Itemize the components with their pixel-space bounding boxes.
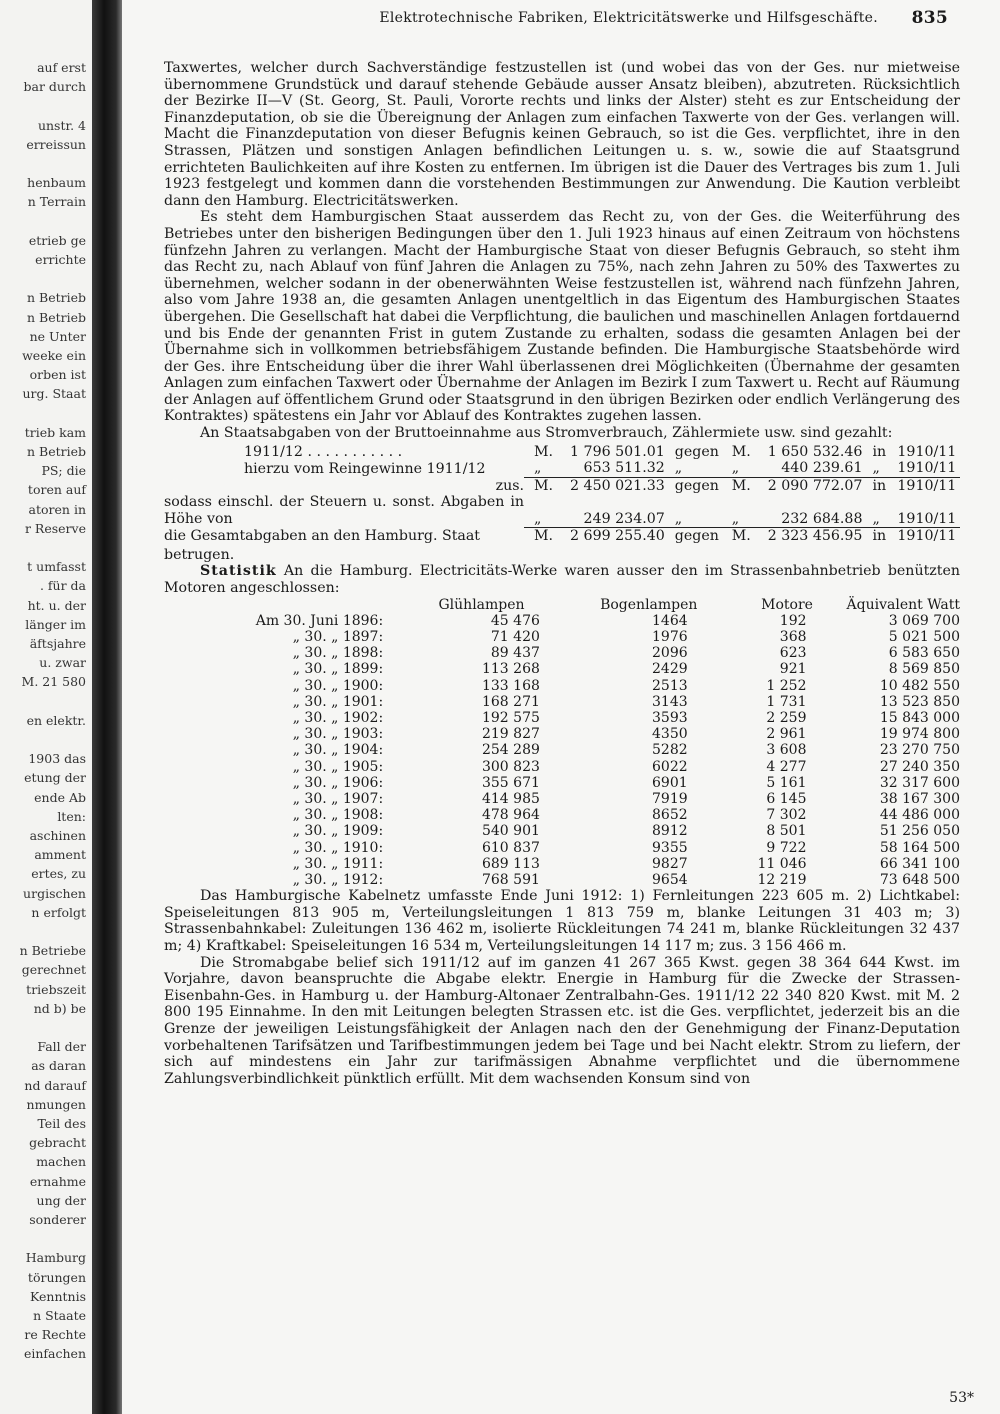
- stat-cell-v3: 9 722: [766, 839, 807, 856]
- stat-cell-v4: 27 240 350: [879, 758, 960, 775]
- tax-cell-mid: „: [674, 460, 683, 477]
- stat-cell-v3: 1 731: [766, 693, 807, 710]
- stat-cell-v4: 13 523 850: [879, 693, 960, 710]
- fragment-line: trieb kam: [24, 424, 86, 440]
- tax-cell-year: 1910/11: [897, 443, 957, 460]
- stat-cell-label: „ 30. „ 1908:: [292, 807, 384, 824]
- statistik-table: [234, 597, 960, 889]
- tax-cell-label: zus.: [495, 477, 524, 494]
- fragment-line: aschinen: [29, 828, 86, 843]
- page: [124, 0, 1000, 1414]
- tax-cell-pre: in: [872, 443, 887, 460]
- fragment-line: gerechnet: [21, 962, 86, 978]
- tax-cell-year: 1910/11: [887, 528, 960, 545]
- stat-cell-label: „ 30. „ 1906:: [292, 774, 384, 791]
- fragment-line: äftsjahre: [29, 636, 86, 651]
- tax-cell-pre: in: [862, 528, 887, 545]
- fragment-line: Kenntnis: [30, 1288, 86, 1304]
- tax-cell-cur2: „: [731, 460, 740, 477]
- stat-cell-v4: 58 164 500: [879, 839, 960, 856]
- stat-row: [234, 710, 960, 726]
- fragment-line: erreissun: [26, 136, 86, 152]
- stat-cell-v2: 5282: [652, 742, 688, 759]
- stat-cell-v2: 2513: [652, 677, 688, 694]
- tax-cell-cur2: „: [731, 510, 740, 527]
- stat-cell-label: „ 30. „ 1904:: [292, 742, 384, 759]
- tax-cell-val1: 1 796 501.01: [570, 443, 665, 460]
- tax-row: [164, 528, 960, 545]
- stat-row: [234, 775, 960, 791]
- stat-row: [234, 645, 960, 661]
- stat-cell-v3: 368: [779, 628, 807, 645]
- stat-cell-v1: 355 671: [481, 774, 540, 791]
- stat-cell-label: „ 30. „ 1909:: [292, 823, 384, 840]
- signature-mark: 53*: [949, 1390, 974, 1406]
- stat-cell-v1: 300 823: [481, 758, 540, 775]
- fragment-line: r Reserve: [24, 520, 86, 536]
- tax-cell-label: sodass einschl. der Steuern u. sonst. Abgaben in Höhe von: [164, 494, 524, 528]
- stat-cell-v1: 414 985: [481, 790, 540, 807]
- page-number: 835: [911, 8, 948, 28]
- fragment-line: errichte: [35, 252, 86, 267]
- paragraph-taxwert: Taxwertes, welcher durch Sachverständige festzustellen ist (und wobei das von der Ges. nur mietweise übernommene Grundstück und darauf stehende Gebäude ausser Ansatz bleiben), abzutreten. Rücksichtlich der Bezirke II—V (St. Georg, St. Pauli, Vororte rechts und links der Alster) steht es zur Entscheidung der Finanzdeputation, ob sie die Übereignung der Anlagen zum einfachen Taxwerte von der Ges. verlangen will. Macht die Finanzdeputation von dieser Befugnis keinen Gebrauch, so ist die Ges. verpflichtet, ihre in den Strassen, Plätzen und sonstigen Anlagen befindlichen Leitungen u. s. w., sowie die auf Staatsgrund errichteten Baulichkeiten auf ihre Kosten zu entfernen. Im übrigen ist die Dauer des Vertrages bis zum 1. Juli 1923 festgelegt und kommen dann die vorstehenden Bestimmungen zur Anwendung. Die Kaution verbleibt dann den Hamburg. Electricitätswerken.: [164, 60, 960, 209]
- stat-cell-v3: 1 252: [766, 677, 807, 694]
- stat-cell-label: „ 30. „ 1910:: [292, 839, 384, 856]
- stat-cell-label: „ 30. „ 1907:: [292, 790, 384, 807]
- fragment-line: Fall der: [37, 1039, 86, 1055]
- tax-cell-mid: gegen: [674, 443, 719, 460]
- stat-cell-v1: 113 268: [481, 661, 540, 678]
- stat-col-gluehlampen: Glühlampen: [438, 596, 525, 613]
- fragment-line: . für da: [39, 578, 86, 594]
- fragment-line: urgischen: [23, 885, 86, 901]
- fragment-line: toren auf: [27, 482, 86, 498]
- stat-cell-v1: 540 901: [481, 823, 540, 840]
- fragment-line: M. 21 580: [21, 674, 86, 690]
- running-head: [124, 10, 948, 26]
- running-head-title: Elektrotechnische Fabriken, Elektricitätswerke und Hilfsgeschäfte.: [379, 10, 878, 26]
- stat-cell-v1: 254 289: [481, 742, 540, 759]
- stat-cell-v2: 1464: [652, 612, 688, 629]
- fragment-line: atoren in: [28, 501, 86, 517]
- stat-cell-label: „ 30. „ 1903:: [292, 726, 384, 743]
- stat-cell-v3: 623: [779, 645, 807, 662]
- fragment-line: unstr. 4: [37, 117, 86, 133]
- tax-cell-year: 1910/11: [897, 460, 957, 477]
- stat-cell-v4: 15 843 000: [879, 709, 960, 726]
- fragment-line: n Betrieb: [26, 290, 86, 306]
- stat-cell-v1: 478 964: [481, 807, 540, 824]
- tax-cell-cur1: M.: [524, 528, 555, 545]
- stat-cell-v4: 3 069 700: [888, 612, 960, 629]
- stat-cell-label: „ 30. „ 1898:: [292, 645, 384, 662]
- fragment-line: gebracht: [29, 1135, 86, 1151]
- tax-table: [164, 444, 960, 545]
- fragment-line: ernahme: [29, 1173, 86, 1189]
- stat-row: [234, 856, 960, 872]
- stat-cell-v4: 66 341 100: [879, 855, 960, 872]
- stat-cell-v2: 9827: [652, 855, 688, 872]
- stat-col-label: [234, 597, 393, 613]
- stat-col-bogenlampen: Bogenlampen: [600, 596, 698, 613]
- stat-cell-v2: 8652: [652, 807, 688, 824]
- stat-cell-v1: 610 837: [481, 839, 540, 856]
- stat-col-watt: Äquivalent Watt: [846, 596, 960, 613]
- stat-cell-v4: 32 317 600: [879, 774, 960, 791]
- fragment-line: amment: [34, 847, 86, 863]
- tax-cell-cur2: M.: [722, 477, 753, 494]
- tax-cell-cur2: M.: [731, 443, 751, 460]
- tax-cell-year: 1910/11: [897, 510, 957, 527]
- tax-cell-mid: gegen: [665, 528, 722, 545]
- stat-cell-v1: 219 827: [481, 726, 540, 743]
- stat-cell-v2: 7919: [652, 790, 688, 807]
- stat-row: [234, 661, 960, 677]
- stat-cell-v3: 5 161: [766, 774, 807, 791]
- stat-cell-v4: 51 256 050: [879, 823, 960, 840]
- tax-cell-val1: 2 699 255.40: [555, 528, 665, 545]
- stat-cell-v3: 3 608: [766, 742, 807, 759]
- tax-row: [164, 460, 960, 477]
- fragment-line: ertes, zu: [31, 866, 86, 882]
- paragraph-kabelnetz: Das Hamburgische Kabelnetz umfasste Ende Juni 1912: 1) Fernleitungen 223 605 m. 2) Lichtkabel: Speiseleitungen 813 905 m, Verteilungsleitungen 1 813 759 m, blanke Leitungen 31 403 m; 3) Strassenbahnkabel: Zuleitungen 136 462 m, isolierte Rückleitungen 74 241 m, blanke Rückleitungen 32 437 m; 4) Kraftkabel: Speiseleitungen 16 534 m, Verteilungsleitungen 14 117 m; zus. 3 156 466 m.: [164, 888, 960, 954]
- stat-cell-v4: 6 583 650: [888, 645, 960, 662]
- statistik-intro-paragraph: [164, 563, 960, 596]
- fragment-line: henbaum: [27, 175, 86, 191]
- stat-cell-v2: 9355: [652, 839, 688, 856]
- fragment-line: n Betrieb: [26, 309, 86, 325]
- tax-cell-pre: in: [862, 477, 887, 494]
- fragment-line: triebszeit: [26, 981, 86, 997]
- stat-cell-v2: 9654: [652, 871, 688, 888]
- fragment-line: auf erst: [37, 60, 86, 75]
- fragment-line: n Terrain: [27, 194, 86, 210]
- stat-cell-label: „ 30. „ 1902:: [292, 709, 384, 726]
- stat-row: [234, 823, 960, 839]
- stat-cell-v1: 89 437: [490, 645, 540, 662]
- fragment-line: nd b) be: [33, 1000, 86, 1016]
- stat-cell-v2: 6022: [652, 758, 688, 775]
- stat-row: [234, 840, 960, 856]
- fragment-line: Teil des: [37, 1116, 86, 1131]
- stat-cell-v4: 23 270 750: [879, 742, 960, 759]
- fragment-line: etrieb ge: [28, 232, 86, 248]
- fragment-line: lten:: [57, 808, 86, 824]
- stat-cell-label: „ 30. „ 1901:: [292, 693, 384, 710]
- stat-cell-v1: 168 271: [481, 693, 540, 710]
- fragment-line: ht. u. der: [27, 597, 86, 613]
- stat-cell-v4: 5 021 500: [888, 628, 960, 645]
- stat-row: [234, 694, 960, 710]
- stat-cell-v1: 133 168: [481, 677, 540, 694]
- tax-cell-label: die Gesamtabgaben an den Hamburg. Staat: [164, 528, 481, 545]
- stat-row: [234, 742, 960, 758]
- stat-row: [234, 872, 960, 888]
- tax-row: [164, 494, 960, 527]
- paragraph-staatsabgaben: An Staatsabgaben von der Bruttoeinnahme aus Stromverbrauch, Zählermiete usw. sind gezahlt:: [200, 425, 893, 442]
- stat-cell-label: „ 30. „ 1897:: [292, 628, 384, 645]
- paragraph-stromabgabe: Die Stromabgabe belief sich 1911/12 auf im ganzen 41 267 365 Kwst. gegen 38 364 644 Kwst. im Vorjahre, davon beanspruchte die Abgabe elektr. Energie in Hamburg für die Zwecke der Strassen-Eisenbahn-Ges. in Hamburg u. der Hamburg-Altonaer Zentralbahn-Ges. 1911/12 22 340 820 Kwst. mit M. 2 800 195 Einnahme. In den mit Leitungen belegten Strassen etc. ist die Ges. verpflichtet, jederzeit bis an die Grenze der jeweiligen Leistungsfähigkeit der Anlagen nach den der Genehmigung der Finanz-Deputation vorbehaltenen Tarifsätzen und Tarifbestimmungen jedem bei Tage und bei Nacht elektr. Strom zu liefern, der sich auf mindestens ein Jahr zur tarifmässigen Abnahme verpflichtet und die übernommene Zahlungsverbindlichkeit pünktlich erfüllt. Mit dem wachsenden Konsum sind von: [164, 954, 960, 1087]
- book-gutter: [92, 0, 122, 1414]
- tax-cell-val1: 2 450 021.33: [555, 477, 665, 494]
- stat-cell-label: „ 30. „ 1899:: [292, 661, 384, 678]
- fragment-line: 1903 das: [28, 751, 86, 767]
- fragment-line: t umfasst: [27, 559, 86, 575]
- stat-row: [234, 791, 960, 807]
- stat-row: [234, 759, 960, 775]
- tax-cell-cur2: M.: [722, 528, 753, 545]
- stat-cell-v4: 73 648 500: [879, 871, 960, 888]
- stat-cell-v2: 8912: [652, 823, 688, 840]
- tax-cell-val2: 2 090 772.07: [752, 477, 862, 494]
- stat-cell-v1: 768 591: [481, 871, 540, 888]
- stat-cell-v3: 11 046: [757, 855, 807, 872]
- stat-row: [234, 613, 960, 629]
- fragment-line: Hamburg: [25, 1250, 86, 1266]
- fragment-line: u. zwar: [39, 655, 86, 671]
- stat-cell-v2: 1976: [652, 628, 688, 645]
- tax-cell-year: 1910/11: [887, 477, 960, 494]
- fragment-line: sonderer: [29, 1212, 86, 1227]
- fragment-line: weeke ein: [22, 348, 86, 363]
- stat-cell-v1: 689 113: [481, 855, 540, 872]
- fragment-line: einfachen: [23, 1346, 86, 1362]
- fragment-line: törungen: [27, 1269, 86, 1285]
- stat-cell-v4: 19 974 800: [879, 726, 960, 743]
- tax-cell-mid: „: [674, 510, 683, 527]
- fragment-line: länger im: [25, 616, 86, 632]
- tax-table-after: betrugen.: [164, 546, 235, 563]
- fragment-line: n erfolgt: [31, 904, 86, 920]
- tax-cell-val1: 653 511.32: [583, 460, 665, 477]
- statistik-heading: Statistik: [200, 563, 277, 580]
- stat-col-motore: Motore: [761, 596, 813, 613]
- fragment-line: orben ist: [29, 367, 86, 383]
- stat-cell-label: „ 30. „ 1912:: [292, 871, 384, 888]
- tax-cell-label: 1911/12 . . . . . . . . . . .: [244, 443, 403, 460]
- fragment-line: ne Unter: [29, 328, 86, 344]
- stat-cell-v1: 71 420: [490, 628, 540, 645]
- stat-cell-v2: 2429: [652, 661, 688, 678]
- stat-cell-v4: 8 569 850: [888, 661, 960, 678]
- fragment-line: PS; die: [41, 463, 86, 479]
- stat-cell-label: „ 30. „ 1911:: [292, 855, 384, 872]
- stat-cell-v3: 2 259: [766, 709, 807, 726]
- stat-row: [234, 678, 960, 694]
- fragment-line: n Betriebe: [19, 943, 86, 959]
- tax-cell-cur1: „: [534, 460, 542, 477]
- tax-cell-cur1: M.: [524, 477, 555, 494]
- fragment-line: etung der: [24, 770, 86, 786]
- stat-cell-label: „ 30. „ 1900:: [292, 677, 384, 694]
- fragment-line: n Betrieb: [26, 444, 86, 459]
- fragment-line: nmungen: [26, 1096, 86, 1112]
- stat-cell-v2: 3143: [652, 693, 688, 710]
- stat-cell-label: Am 30. Juni 1896:: [255, 612, 384, 629]
- stat-cell-v1: 192 575: [481, 709, 540, 726]
- fragment-line: re Rechte: [24, 1327, 86, 1343]
- page-body: [164, 60, 960, 1087]
- fragment-line: urg. Staat: [22, 386, 86, 402]
- tax-cell-cur1: „: [534, 510, 542, 527]
- stat-cell-v4: 10 482 550: [879, 677, 960, 694]
- fragment-line: n Staate: [33, 1308, 86, 1323]
- stat-cell-v4: 44 486 000: [879, 807, 960, 824]
- stat-row: [234, 726, 960, 742]
- fragment-line: bar durch: [23, 79, 86, 95]
- tax-cell-val2: 2 323 456.95: [752, 528, 862, 545]
- tax-cell-pre: „: [872, 460, 880, 477]
- stat-row: [234, 807, 960, 823]
- stat-cell-v2: 4350: [652, 726, 688, 743]
- stat-row: [234, 629, 960, 645]
- tax-cell-val2: 1 650 532.46: [767, 443, 863, 460]
- tax-cell-mid: gegen: [665, 477, 722, 494]
- stat-cell-v3: 2 961: [766, 726, 807, 743]
- fragment-line: nd darauf: [24, 1077, 86, 1093]
- tax-cell-val1: 249 234.07: [583, 510, 665, 527]
- stat-cell-label: „ 30. „ 1905:: [292, 758, 384, 775]
- statistik-intro: An die Hamburg. Electricitäts-Werke waren ausser den im Strassenbahnbetrieb benützten Motoren angeschlossen:: [164, 563, 960, 596]
- stat-cell-v4: 38 167 300: [879, 790, 960, 807]
- tax-row: [164, 444, 960, 461]
- paragraph-staat-recht: Es steht dem Hamburgischen Staat ausserdem das Recht zu, von der Ges. die Weiterführung des Betriebes unter den bisherigen Bedingungen über den 1. Juli 1923 hinaus auf einen Zeitraum von höchstens fünfzehn Jahren zu verlangen. Macht der Hamburgische Staat von dieser Befugnis Gebrauch, so steht ihm das Recht zu, nach Ablauf von fünf Jahren die Anlagen zu 75%, nach zehn Jahren zu 50% des Taxwertes zu übernehmen, welcher sodann in der obenerwähnten Weise festzustellen ist, während nach fünfzehn Jahren, also vom Jahre 1938 an, die gesamten Anlagen unentgeltlich in das Eigentum des Hamburgischen Staates übergehen. Die Gesellschaft hat dabei die Verpflichtung, die baulichen und maschinellen Anlagen fortdauernd und bis Ende der genannten Frist in gutem Zustande zu erhalten, sodass die gesamten Anlagen bei der Übernahme sich in vollkommen betriebsfähigem Zustande befinden. Die Hamburgische Staatsbehörde wird der Ges. ihre Entscheidung über die ihrer Wahl überlassenen drei Möglichkeiten (Übernahme der gesamten Anlagen zum einfachen Taxwert oder Übernahme der Anlagen im Bezirk I zum Taxwert u. Recht auf Räumung der Anlagen auf öffentlichem Grund oder Staatsgrund in den übrigen Bezirken oder endlich Verlängerung des Kontraktes) spätestens ein Jahr vor Ablauf des Kontraktes zugehen lassen.: [164, 209, 960, 425]
- stat-cell-v3: 192: [779, 612, 807, 629]
- stat-cell-v3: 6 145: [766, 790, 807, 807]
- tax-cell-label: hierzu vom Reingewinne 1911/12: [244, 460, 486, 477]
- fragment-line: as daran: [31, 1058, 86, 1074]
- stat-cell-v2: 2096: [652, 645, 688, 662]
- stat-cell-v3: 12 219: [757, 871, 807, 888]
- fragment-line: ende Ab: [34, 789, 86, 805]
- tax-cell-pre: „: [872, 510, 880, 527]
- tax-cell-cur1: M.: [534, 443, 554, 460]
- stat-cell-v3: 7 302: [766, 807, 807, 824]
- stat-cell-v2: 3593: [652, 709, 688, 726]
- tax-cell-val2: 232 684.88: [781, 510, 863, 527]
- tax-cell-val2: 440 239.61: [781, 460, 863, 477]
- tax-row: [164, 477, 960, 494]
- adjacent-page-fragment: [0, 0, 92, 1414]
- stat-cell-v2: 6901: [652, 774, 688, 791]
- fragment-line: ung der: [36, 1192, 86, 1208]
- stat-cell-v3: 8 501: [766, 823, 807, 840]
- stat-cell-v3: 921: [779, 661, 807, 678]
- fragment-line: machen: [36, 1154, 86, 1170]
- stat-cell-v1: 45 476: [490, 612, 540, 629]
- fragment-line: en elektr.: [26, 712, 86, 728]
- stat-cell-v3: 4 277: [766, 758, 807, 775]
